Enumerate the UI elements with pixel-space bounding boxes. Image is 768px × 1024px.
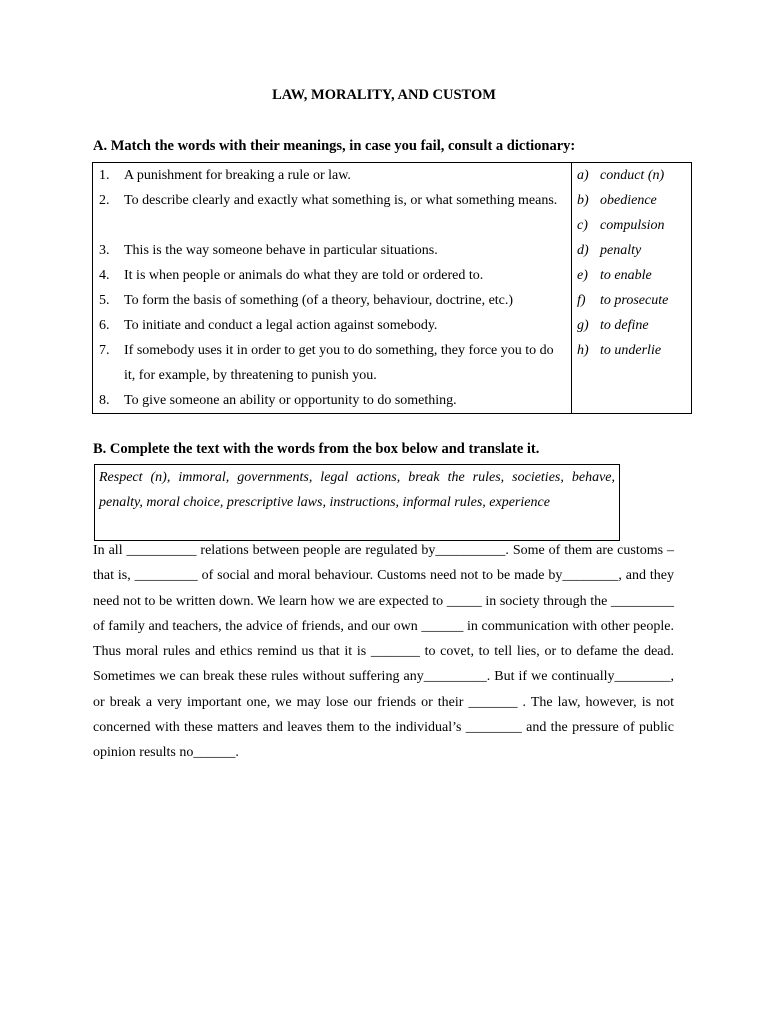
word-letter: h) <box>577 343 589 358</box>
definition-text: A punishment for breaking a rule or law. <box>124 168 351 183</box>
words-column <box>572 163 691 413</box>
section-a-heading: A. Match the words with their meanings, in case you fail, consult a dictionary: <box>93 138 576 154</box>
definition-number: 7. <box>99 343 110 358</box>
word-text: obedience <box>600 193 657 208</box>
definition-text: To give someone an ability or opportunity to do something. <box>124 393 457 408</box>
word-letter: d) <box>577 243 589 258</box>
word-text: to enable <box>600 268 652 283</box>
word-text: to prosecute <box>600 293 669 308</box>
word-box: Respect (n), immoral, governments, legal actions, break the rules, societies, behave, penalty, moral choice, prescriptive laws, instructions, informal rules, experience <box>94 464 620 541</box>
definition-number: 4. <box>99 268 110 283</box>
word-letter: e) <box>577 268 588 283</box>
definition-text: To form the basis of something (of a theory, behaviour, doctrine, etc.) <box>124 293 514 308</box>
definition-text: To describe clearly and exactly what something is, or what something means. <box>124 193 558 208</box>
word-letter: c) <box>577 218 588 233</box>
definition-text: This is the way someone behave in particular situations. <box>124 243 438 258</box>
definition-text: To initiate and conduct a legal action against somebody. <box>124 318 438 333</box>
definition-text: It is when people or animals do what they are told or ordered to. <box>124 268 484 283</box>
word-text: to underlie <box>600 343 662 358</box>
word-letter: f) <box>577 293 586 308</box>
definition-number: 3. <box>99 243 110 258</box>
word-letter: g) <box>577 318 589 333</box>
word-letter: b) <box>577 193 589 208</box>
section-b-heading: B. Complete the text with the words from the box below and translate it. <box>93 441 540 457</box>
definition-number: 2. <box>99 193 110 208</box>
definition-number: 1. <box>99 168 110 183</box>
word-text: compulsion <box>600 218 665 233</box>
matching-table <box>92 162 692 414</box>
definition-text: If somebody uses it in order to get you to do something, they force you to do it, for example, by threatening to punish you. <box>124 343 554 383</box>
definition-number: 6. <box>99 318 110 333</box>
page-title: LAW, MORALITY, AND CUSTOM <box>272 87 496 103</box>
definition-number: 5. <box>99 293 110 308</box>
gap-fill-passage: In all __________ relations between people are regulated by__________. Some of them are customs – that is, _________ of social and moral behaviour. Customs need not to be made by________, and they need not to be written down. We learn how we are expected to _____ in society through the _________ of family and teachers, the advice of friends, and our own ______ in communication with other people. Thus moral rules and ethics remind us that it is _______ to covet, to tell lies, or to defame the dead. Sometimes we can break these rules without suffering any_________. But if we continually________, or break a very important one, we may lose our friends or their _______ . The law, however, is not concerned with these matters and leaves them to the individual’s ________ and the pressure of public opinion results no______. <box>93 543 674 761</box>
word-text: to define <box>600 318 649 333</box>
definition-number: 8. <box>99 393 110 408</box>
word-letter: a) <box>577 168 589 183</box>
definitions-column <box>93 163 572 413</box>
word-text: conduct (n) <box>600 168 665 183</box>
word-text: penalty <box>600 243 642 258</box>
